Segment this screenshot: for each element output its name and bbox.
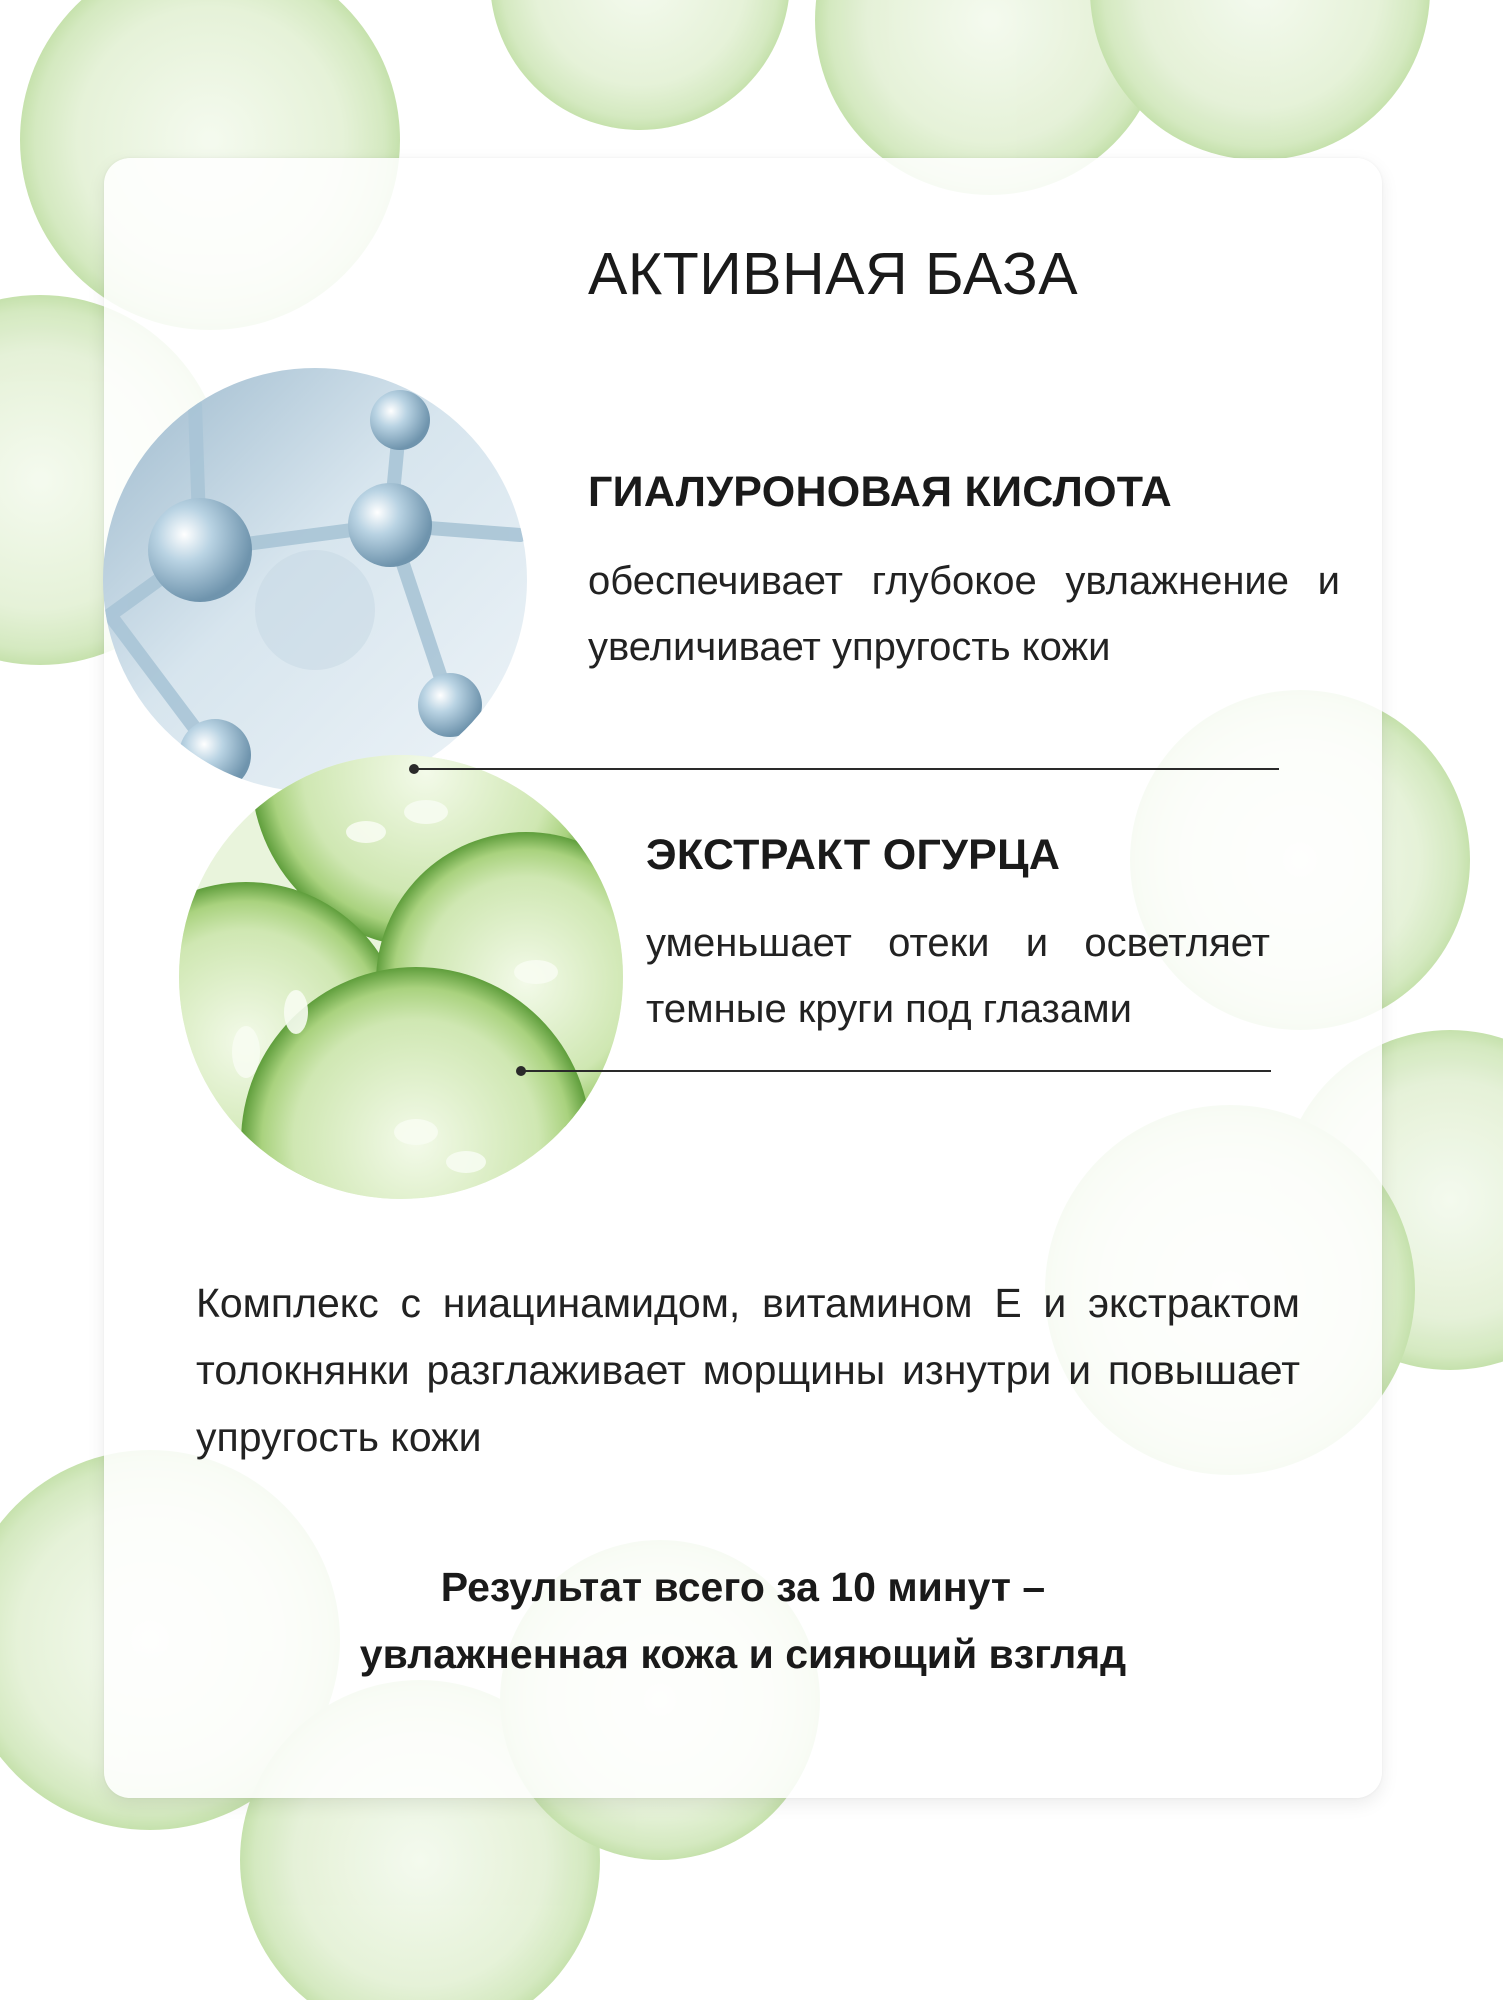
cucumber-slices-icon	[176, 752, 626, 1202]
complex-description: Комплекс с ниацинамидом, витамином Е и экстрактом толокнянки разглаживает морщины изнутри и повышает упругость кожи	[196, 1280, 1300, 1460]
ingredient-description-hyaluronic: обеспечивает глубокое увлажнение и увеличивает упругость кожи	[588, 559, 1340, 669]
ingredient-description-cucumber: уменьшает отеки и осветляет темные круги под глазами	[646, 921, 1270, 1031]
result-statement	[104, 1554, 1382, 1688]
divider-line	[521, 1070, 1271, 1072]
page-title: АКТИВНАЯ БАЗА	[588, 241, 1079, 307]
molecule-icon	[100, 365, 530, 795]
result-line-1: Результат всего за 10 минут –	[440, 1564, 1046, 1610]
result-line-2: увлажненная кожа и сияющий взгляд	[359, 1631, 1127, 1677]
ingredient-name-hyaluronic: ГИАЛУРОНОВАЯ КИСЛОТА	[588, 468, 1173, 516]
divider-line	[414, 768, 1279, 770]
ingredient-name-cucumber: ЭКСТРАКТ ОГУРЦА	[646, 831, 1061, 879]
